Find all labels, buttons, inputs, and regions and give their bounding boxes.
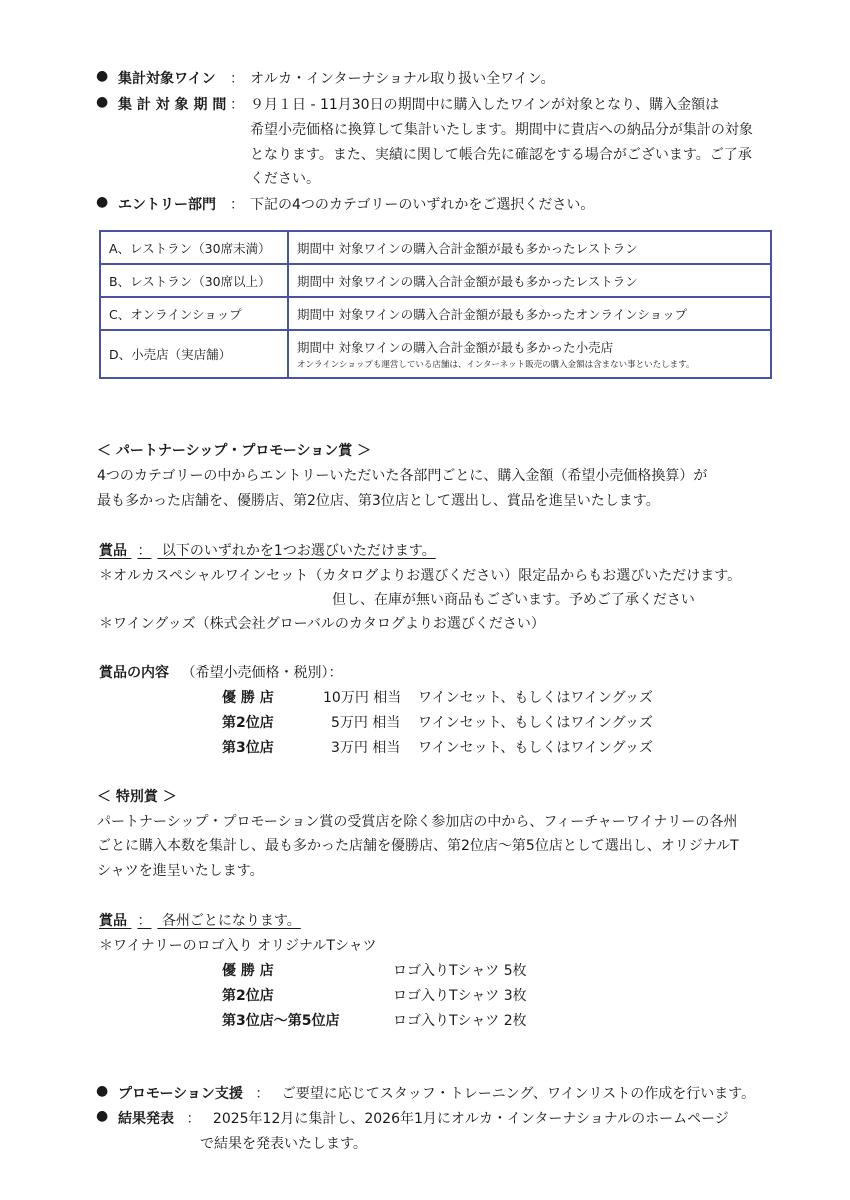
special-desc-line: シャツを進呈いたします。 xyxy=(97,863,264,879)
entry-category-table xyxy=(99,230,772,379)
rank-label: 第2位店 xyxy=(222,988,274,1004)
bullet-icon: ● xyxy=(96,1083,109,1099)
separator: ： xyxy=(186,1111,201,1127)
criteria-cell xyxy=(288,330,771,378)
promotion-support-text: ご要望に応じてスタッフ・トレーニング、ワインリストの作成を行います。 xyxy=(281,1086,756,1102)
separator: ： xyxy=(255,1086,270,1102)
promotion-support-row xyxy=(118,1083,755,1103)
criteria-note: オンラインショップも運営している店舗は、インターネット販売の購入金額は含まない事といたします。 xyxy=(297,360,695,370)
rank-label: 優 勝 店 xyxy=(222,690,274,706)
prize-label: 賞品 xyxy=(99,543,127,559)
prize-content-label: 賞品の内容 xyxy=(99,665,169,681)
table-row xyxy=(100,231,771,264)
entry-category-label: エントリー部門 xyxy=(118,197,216,213)
category-cell: D、小売店（実店舗） xyxy=(100,330,288,378)
rank-label: 第2位店 xyxy=(222,715,274,731)
special-heading: ＜ 特別賞 ＞ xyxy=(97,789,177,805)
rank-prize: ワインセット、もしくはワイングッズ xyxy=(418,715,653,731)
target-period-line: ９月１日 - 11月30日の期間中に購入したワインが対象となり、購入金額は xyxy=(250,97,720,113)
rank-label: 第3位店 xyxy=(222,740,274,756)
separator: ： xyxy=(137,913,152,929)
criteria-cell: 期間中 対象ワインの購入合計金額が最も多かったレストラン xyxy=(288,231,771,264)
rank-label: 第3位店～第5位店 xyxy=(222,1013,340,1029)
rank-prize: ロゴ入りTシャツ 2枚 xyxy=(393,1013,527,1029)
prize-content-heading xyxy=(99,662,342,682)
prize-text: 各州ごとになります。 xyxy=(161,913,301,929)
separator: ： xyxy=(230,97,244,113)
partnership-prize-heading xyxy=(99,540,436,560)
target-period-label: 集 計 対 象 期 間 xyxy=(118,97,227,113)
special-desc-line: ごとに購入本数を集計し、最も多かった店舗を優勝店、第2位店～第5位店として選出し、オリジナルT xyxy=(97,838,739,854)
table-row xyxy=(100,330,771,378)
separator: ： xyxy=(230,197,244,213)
entry-category-text: 下記の4つのカテゴリーのいずれかをご選択ください。 xyxy=(250,197,595,213)
results-text-line: で結果を発表いたします。 xyxy=(200,1136,367,1152)
criteria-cell: 期間中 対象ワインの購入合計金額が最も多かったオンラインショップ xyxy=(288,297,771,330)
results-row xyxy=(118,1108,729,1128)
bullet-icon: ● xyxy=(96,1108,109,1124)
rank-prize: ワインセット、もしくはワイングッズ xyxy=(418,740,653,756)
rank-prize: ロゴ入りTシャツ 3枚 xyxy=(393,988,527,1004)
criteria-cell: 期間中 対象ワインの購入合計金額が最も多かったレストラン xyxy=(288,264,771,297)
separator: ： xyxy=(137,543,152,559)
bullet-icon: ● xyxy=(96,68,109,84)
promotion-support-label: プロモーション支援 xyxy=(118,1086,243,1102)
criteria-text: 期間中 対象ワインの購入合計金額が最も多かった小売店 xyxy=(297,340,614,355)
results-label: 結果発表 xyxy=(118,1111,174,1127)
rank-amount: 5万円 相当 xyxy=(331,715,401,731)
prize-option: ＊オルカスペシャルワインセット（カタログよりお選びください）限定品からもお選びいただけます。 xyxy=(99,568,742,584)
prize-option: ＊ワイングッズ（株式会社グローバルのカタログよりお選びください） xyxy=(99,616,545,632)
category-cell: C、オンラインショップ xyxy=(100,297,288,330)
target-period-line: となります。また、実績に関して帳合先に確認をする場合がございます。ご了承 xyxy=(250,147,752,163)
category-cell: B、レストラン（30席以上） xyxy=(100,264,288,297)
results-text: 2025年12月に集計し、2026年1月にオルカ・インターナショナルのホームページ xyxy=(212,1111,729,1127)
prize-label: 賞品 xyxy=(99,913,127,929)
prize-content-note: （希望小売価格・税別）： xyxy=(181,665,343,681)
target-wine-text: オルカ・インターナショナル取り扱い全ワイン。 xyxy=(250,71,555,87)
partnership-heading: ＜ パートナーシップ・プロモーション賞 ＞ xyxy=(97,443,372,459)
partnership-desc-line: 最も多かった店舗を、優勝店、第2位店、第3位店として選出し、賞品を進呈いたします。 xyxy=(97,493,660,509)
target-wine-label: 集計対象ワイン xyxy=(118,71,216,87)
rank-prize: ワインセット、もしくはワイングッズ xyxy=(418,690,653,706)
special-prize-heading xyxy=(99,910,301,930)
prize-option-note: 但し、在庫が無い商品もございます。予めご了承ください xyxy=(332,592,695,608)
bullet-icon: ● xyxy=(96,94,109,110)
prize-text: 以下のいずれかを1つお選びいただけます。 xyxy=(161,543,436,559)
partnership-desc-line: 4つのカテゴリーの中からエントリーいただいた各部門ごとに、購入金額（希望小売価格換算）が xyxy=(97,468,708,484)
rank-label: 優 勝 店 xyxy=(222,963,274,979)
rank-amount: 10万円 相当 xyxy=(323,690,402,706)
category-cell: A、レストラン（30席未満） xyxy=(100,231,288,264)
rank-amount: 3万円 相当 xyxy=(331,740,401,756)
target-period-line: ください。 xyxy=(250,171,320,187)
special-prize-item: ＊ワイナリーのロゴ入り オリジナルTシャツ xyxy=(99,938,377,954)
bullet-icon: ● xyxy=(96,194,109,210)
special-desc-line: パートナーシップ・プロモーション賞の受賞店を除く参加店の中から、フィーチャーワイナリーの各州 xyxy=(97,814,738,830)
separator: ： xyxy=(230,71,244,87)
rank-prize: ロゴ入りTシャツ 5枚 xyxy=(393,963,527,979)
target-period-line: 希望小売価格に換算して集計いたします。期間中に貴店への納品分が集計の対象 xyxy=(250,122,753,138)
table-row xyxy=(100,264,771,297)
table-row xyxy=(100,297,771,330)
